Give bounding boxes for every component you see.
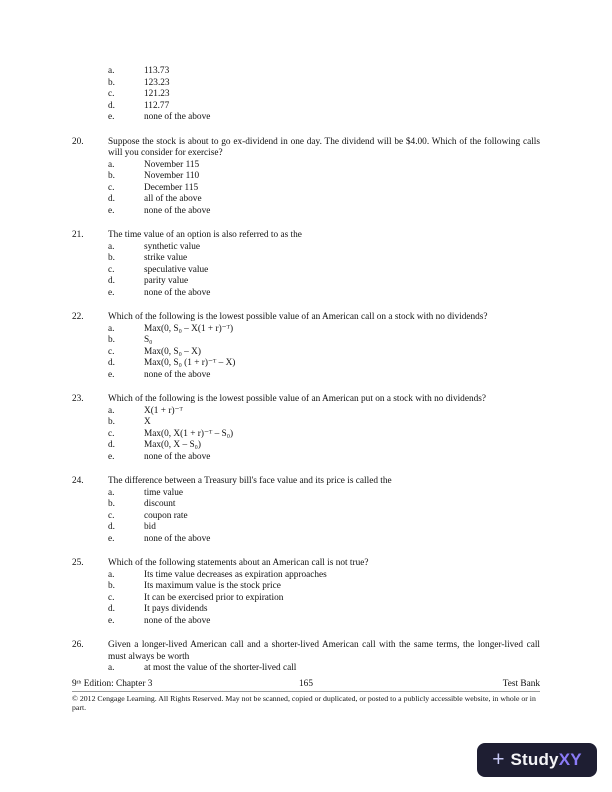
answer-option bbox=[108, 570, 540, 582]
option-letter: d. bbox=[108, 358, 115, 368]
option-text: time value bbox=[144, 487, 183, 498]
option-letter: a. bbox=[108, 405, 115, 416]
answer-option bbox=[108, 78, 540, 90]
answer-option bbox=[108, 511, 540, 523]
options-list bbox=[108, 242, 540, 300]
options-list bbox=[108, 406, 540, 464]
option-text: none of the above bbox=[144, 112, 211, 122]
option-letter: e. bbox=[108, 533, 115, 544]
options-list bbox=[108, 570, 540, 628]
answer-option bbox=[108, 499, 540, 511]
answer-option bbox=[108, 335, 540, 347]
option-text: November 115 bbox=[144, 159, 200, 170]
option-letter: e. bbox=[108, 112, 115, 122]
option-text: November 110 bbox=[144, 171, 200, 181]
question-text: Which of the following statements about an American call is not true? bbox=[108, 558, 369, 568]
option-letter: d. bbox=[108, 522, 115, 532]
question-text: Which of the following is the lowest possible value of an American put on a stock with no dividends? bbox=[108, 394, 486, 404]
option-text: none of the above bbox=[144, 287, 211, 298]
option-letter: e. bbox=[108, 615, 115, 626]
footer-divider bbox=[72, 691, 540, 692]
question-number: 24. bbox=[72, 476, 84, 486]
option-letter: d. bbox=[108, 604, 115, 614]
copyright-notice: © 2012 Cengage Learning. All Rights Reserved. May not be scanned, copied or duplicated, or posted to a publicly accessible website, in whole or in part. bbox=[72, 694, 536, 713]
answer-option bbox=[108, 324, 540, 336]
answer-option bbox=[108, 488, 540, 500]
question-item bbox=[72, 230, 540, 299]
answer-option bbox=[108, 206, 540, 218]
question-item bbox=[72, 137, 540, 218]
option-letter: a. bbox=[108, 159, 115, 170]
question-text: The difference between a Treasury bill's face value and its price is called the bbox=[108, 476, 392, 486]
option-text: coupon rate bbox=[144, 510, 188, 521]
option-letter: c. bbox=[108, 428, 115, 439]
answer-option bbox=[108, 370, 540, 382]
option-text: Max(0, S₀ (1 + r)⁻ᵀ – X) bbox=[144, 358, 236, 368]
answer-option bbox=[108, 358, 540, 370]
question-item bbox=[72, 394, 540, 463]
answer-option bbox=[108, 604, 540, 616]
answer-option bbox=[108, 406, 540, 418]
answer-option bbox=[108, 452, 540, 464]
answer-option bbox=[108, 112, 540, 124]
option-text: strike value bbox=[144, 253, 188, 263]
option-letter: e. bbox=[108, 205, 115, 216]
answer-option bbox=[108, 417, 540, 429]
question-item bbox=[72, 558, 540, 627]
option-letter: b. bbox=[108, 253, 115, 263]
page-footer bbox=[72, 679, 540, 691]
option-text: none of the above bbox=[144, 205, 211, 216]
option-letter: a. bbox=[108, 663, 115, 673]
option-letter: a. bbox=[108, 487, 115, 498]
option-text: synthetic value bbox=[144, 241, 201, 252]
logo-text bbox=[510, 750, 581, 770]
option-letter: d. bbox=[108, 100, 115, 111]
answer-option bbox=[108, 101, 540, 113]
option-letter: e. bbox=[108, 451, 115, 462]
answer-option bbox=[108, 160, 540, 172]
answer-option bbox=[108, 616, 540, 628]
questions-list bbox=[72, 137, 540, 675]
option-text: Its time value decreases as expiration approaches bbox=[144, 569, 327, 580]
answer-option bbox=[108, 171, 540, 183]
option-letter: a. bbox=[108, 323, 115, 334]
footer-section: Test Bank bbox=[502, 679, 540, 689]
option-text: It pays dividends bbox=[144, 604, 208, 614]
option-letter: b. bbox=[108, 335, 115, 345]
answer-option bbox=[108, 242, 540, 254]
option-text: Its maximum value is the stock price bbox=[144, 581, 281, 591]
logo-study: Study bbox=[510, 750, 559, 769]
option-text: Max(0, S₀ – X) bbox=[144, 346, 201, 357]
options-list bbox=[108, 488, 540, 546]
answer-option bbox=[108, 253, 540, 265]
option-text: discount bbox=[144, 499, 176, 509]
option-letter: e. bbox=[108, 287, 115, 298]
answer-option bbox=[108, 663, 540, 675]
question-item bbox=[72, 312, 540, 381]
option-letter: b. bbox=[108, 77, 115, 88]
option-text: bid bbox=[144, 522, 156, 532]
answer-option bbox=[108, 534, 540, 546]
options-list bbox=[108, 324, 540, 382]
logo-xy: XY bbox=[558, 750, 582, 769]
option-text: none of the above bbox=[144, 615, 211, 626]
option-letter: b. bbox=[108, 499, 115, 509]
option-text: S₀ bbox=[144, 335, 153, 345]
option-text: 121.23 bbox=[144, 89, 170, 99]
options-list bbox=[108, 160, 540, 218]
question-item bbox=[72, 640, 540, 675]
option-letter: c. bbox=[108, 89, 115, 99]
answer-option bbox=[108, 440, 540, 452]
question-text: Given a longer-lived American call and a shorter-lived American call with the same terms, the longer-lived call must always be worth bbox=[108, 640, 540, 662]
question-number: 23. bbox=[72, 394, 84, 404]
answer-option bbox=[108, 522, 540, 534]
question-number: 26. bbox=[72, 640, 84, 650]
option-text: Max(0, X – S₀) bbox=[144, 440, 201, 450]
option-text: all of the above bbox=[144, 194, 202, 204]
option-letter: d. bbox=[108, 440, 115, 450]
option-text: none of the above bbox=[144, 451, 211, 462]
option-text: X(1 + r)⁻ᵀ bbox=[144, 405, 183, 416]
option-text: December 115 bbox=[144, 182, 199, 193]
answer-option bbox=[108, 593, 540, 605]
question-number: 21. bbox=[72, 230, 84, 240]
question-text: Which of the following is the lowest possible value of an American call on a stock with no dividends? bbox=[108, 312, 488, 322]
question-number: 22. bbox=[72, 312, 84, 322]
option-text: parity value bbox=[144, 276, 189, 286]
option-text: 112.77 bbox=[144, 100, 170, 111]
continued-options-block bbox=[72, 66, 540, 124]
option-letter: b. bbox=[108, 417, 115, 427]
option-letter: d. bbox=[108, 194, 115, 204]
option-text: Max(0, X(1 + r)⁻ᵀ – S₀) bbox=[144, 428, 234, 439]
page-content bbox=[72, 66, 540, 675]
option-letter: c. bbox=[108, 182, 115, 193]
answer-option bbox=[108, 183, 540, 195]
option-letter: a. bbox=[108, 241, 115, 252]
option-text: none of the above bbox=[144, 533, 211, 544]
option-letter: d. bbox=[108, 276, 115, 286]
answer-option bbox=[108, 265, 540, 277]
option-text: 113.73 bbox=[144, 66, 170, 76]
continued-options-list bbox=[108, 66, 540, 124]
answer-option bbox=[108, 66, 540, 78]
answer-option bbox=[108, 581, 540, 593]
option-letter: a. bbox=[108, 66, 115, 76]
footer-edition: 9ᵗʰ Edition: Chapter 3 bbox=[72, 679, 153, 689]
footer-page-number: 165 bbox=[299, 679, 313, 689]
studyxy-logo bbox=[477, 743, 597, 777]
option-letter: c. bbox=[108, 346, 115, 357]
option-letter: b. bbox=[108, 581, 115, 591]
question-item bbox=[72, 476, 540, 545]
options-list bbox=[108, 663, 540, 675]
option-text: at most the value of the shorter-lived call bbox=[144, 663, 297, 673]
answer-option bbox=[108, 194, 540, 206]
option-letter: c. bbox=[108, 592, 115, 603]
question-number: 20. bbox=[72, 136, 84, 147]
answer-option bbox=[108, 429, 540, 441]
option-text: It can be exercised prior to expiration bbox=[144, 592, 284, 603]
option-letter: b. bbox=[108, 171, 115, 181]
answer-option bbox=[108, 347, 540, 359]
option-text: X bbox=[144, 417, 151, 427]
question-text: The time value of an option is also referred to as the bbox=[108, 230, 302, 240]
option-letter: a. bbox=[108, 569, 115, 580]
option-text: 123.23 bbox=[144, 77, 170, 88]
plus-icon: + bbox=[492, 747, 505, 771]
answer-option bbox=[108, 89, 540, 101]
option-text: Max(0, S₀ – X(1 + r)⁻ᵀ) bbox=[144, 323, 234, 334]
option-letter: c. bbox=[108, 510, 115, 521]
answer-option bbox=[108, 288, 540, 300]
question-number: 25. bbox=[72, 558, 84, 568]
option-text: none of the above bbox=[144, 369, 211, 380]
option-letter: e. bbox=[108, 369, 115, 380]
answer-option bbox=[108, 276, 540, 288]
option-letter: c. bbox=[108, 264, 115, 275]
question-text: Suppose the stock is about to go ex-dividend in one day. The dividend will be $4.00. Which of the following calls will you consider for exercise? bbox=[108, 136, 540, 158]
option-text: speculative value bbox=[144, 264, 209, 275]
question-number bbox=[72, 66, 108, 124]
